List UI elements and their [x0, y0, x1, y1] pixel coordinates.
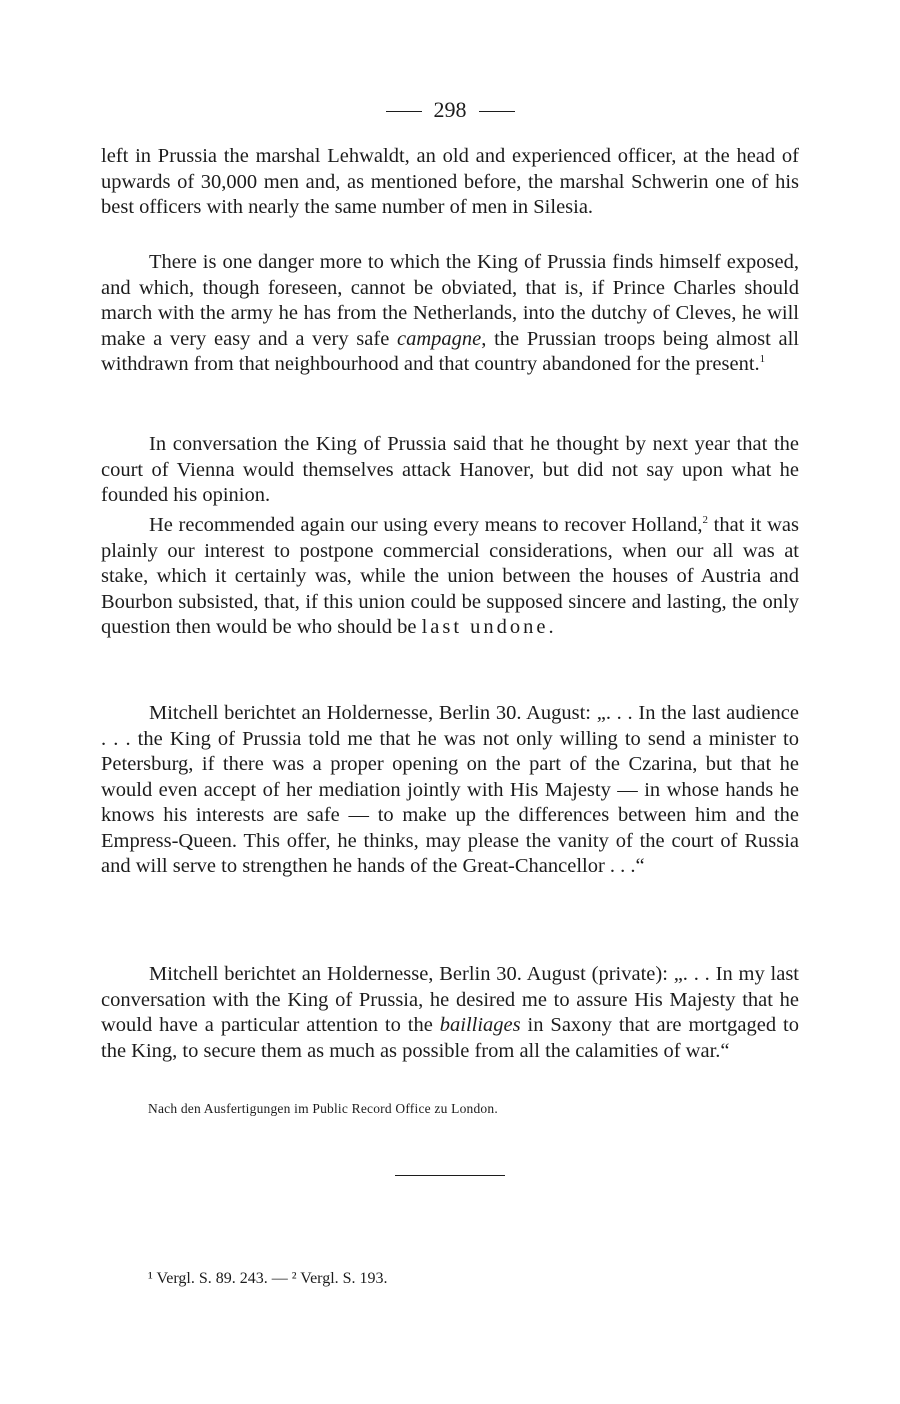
paragraph-4-text-b: that it was plainly our interest to postpone commercial considerations, when our all was at stake, which it certainly was, while the union between the houses of Austria and Bourbon subsisted, that, if this union could be supposed sincere and lasting, the only question then would be who should be [101, 514, 799, 638]
paragraph-4-spaced-text: last undone [421, 616, 549, 638]
paragraph-2 [101, 250, 799, 378]
paragraph-6-italic: bailliages [439, 1014, 521, 1036]
source-note: Nach den Ausfertigungen im Public Record Office zu London. [148, 1101, 498, 1116]
paragraph-4-text-c: . [548, 616, 554, 638]
paragraph-1 [101, 144, 799, 221]
paragraph-6 [101, 962, 799, 1064]
paragraph-6-text-b: in Saxony that are mortgaged to the King, to secure them as much as possible from all the calamities of war.“ [101, 1014, 799, 1062]
paragraph-5 [101, 701, 799, 880]
paragraph-2-text-a: There is one danger more to which the King of Prussia finds himself exposed, and which, though foreseen, cannot be obviated, that is, if Prince Charles should march with the army he has from the Netherlands, into the dutchy of Cleves, he will make a very easy and a very safe [101, 251, 799, 350]
paragraph-2-text-b: , the Prussian troops being almost all withdrawn from that neighbourhood and that country abandoned for the present. [101, 327, 799, 375]
paragraph-4 [101, 513, 799, 641]
paragraph-3-text: In conversation the King of Prussia said that he thought by next year that the court of Vienna would themselves attack Hanover, but did not say upon what he founded his opinion. [101, 433, 799, 506]
paragraph-4-text-a: He recommended again our using every means to recover Holland, [149, 514, 703, 536]
paragraph-2-italic: campagne [397, 327, 482, 350]
header-dash-right [479, 111, 515, 112]
paragraph-3 [101, 432, 799, 509]
page-number: 298 [433, 97, 467, 122]
page-header [0, 96, 900, 124]
header-dash-left [386, 111, 422, 112]
footnote-ref-2: 2 [702, 514, 709, 527]
footnote-ref-1: 1 [759, 353, 766, 366]
paragraph-5-text: Mitchell berichtet an Holdernesse, Berlin 30. August: „. . . In the last audience . . . the King of Prussia told me that he was not only willing to send a minister to Petersburg, if there was a proper opening on the part of the Czarina, but that he would even accept of her mediation jointly with His Majesty — in whose hands he knows his interests are safe — to make up the differences between him and the Empress-Queen. This offer, he thinks, may please the vanity of the court of Russia and will serve to strengthen he hands of the Great-Chancellor . . .“ [101, 702, 799, 877]
section-divider [395, 1175, 505, 1176]
paragraph-6-text-a: Mitchell berichtet an Holdernesse, Berlin 30. August (private): „. . . In my last conversation with the King of Prussia, he desired me to assure His Majesty that he would have a particular attention to the [101, 963, 799, 1036]
paragraph-1-text: left in Prussia the marshal Lehwaldt, an old and experienced officer, at the head of upwards of 30,000 men and, as mentioned before, the marshal Schwerin one of his best officers with nearly the same number of men in Silesia. [101, 145, 799, 218]
footnotes: ¹ Vergl. S. 89. 243. — ² Vergl. S. 193. [148, 1270, 388, 1287]
